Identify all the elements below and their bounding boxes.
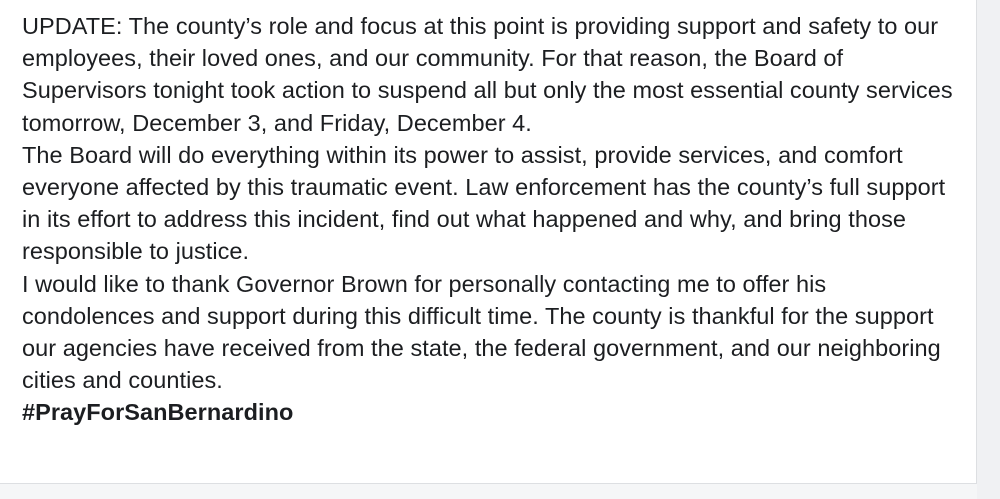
post-paragraph-board: The Board will do everything within its power to assist, provide services, and comfort everyone affected by this traumatic event. Law enforcement has the county’s full support in its effort to address this incident, find out what happened and why, and bring those responsible to justice.: [22, 141, 946, 265]
post-paragraph-thanks: I would like to thank Governor Brown for personally contacting me to offer his condolences and support during this difficult time. The county is thankful for the support our agencies have received from the state, the federal government, and our neighboring cities and counties.: [22, 270, 941, 394]
page-side-gutter: [977, 0, 1000, 499]
hashtag-link[interactable]: #PrayForSanBernardino: [22, 399, 294, 426]
post-footer-edge: [0, 484, 977, 499]
post-paragraph-update: UPDATE: The county’s role and focus at this point is providing support and safety to our employees, their loved ones, and our community. For that reason, the Board of Supervisors tonight took action to suspend all but only the most essential county services tomorrow, December 3, and Friday, December 4.: [22, 13, 953, 136]
post-body: [22, 10, 962, 429]
